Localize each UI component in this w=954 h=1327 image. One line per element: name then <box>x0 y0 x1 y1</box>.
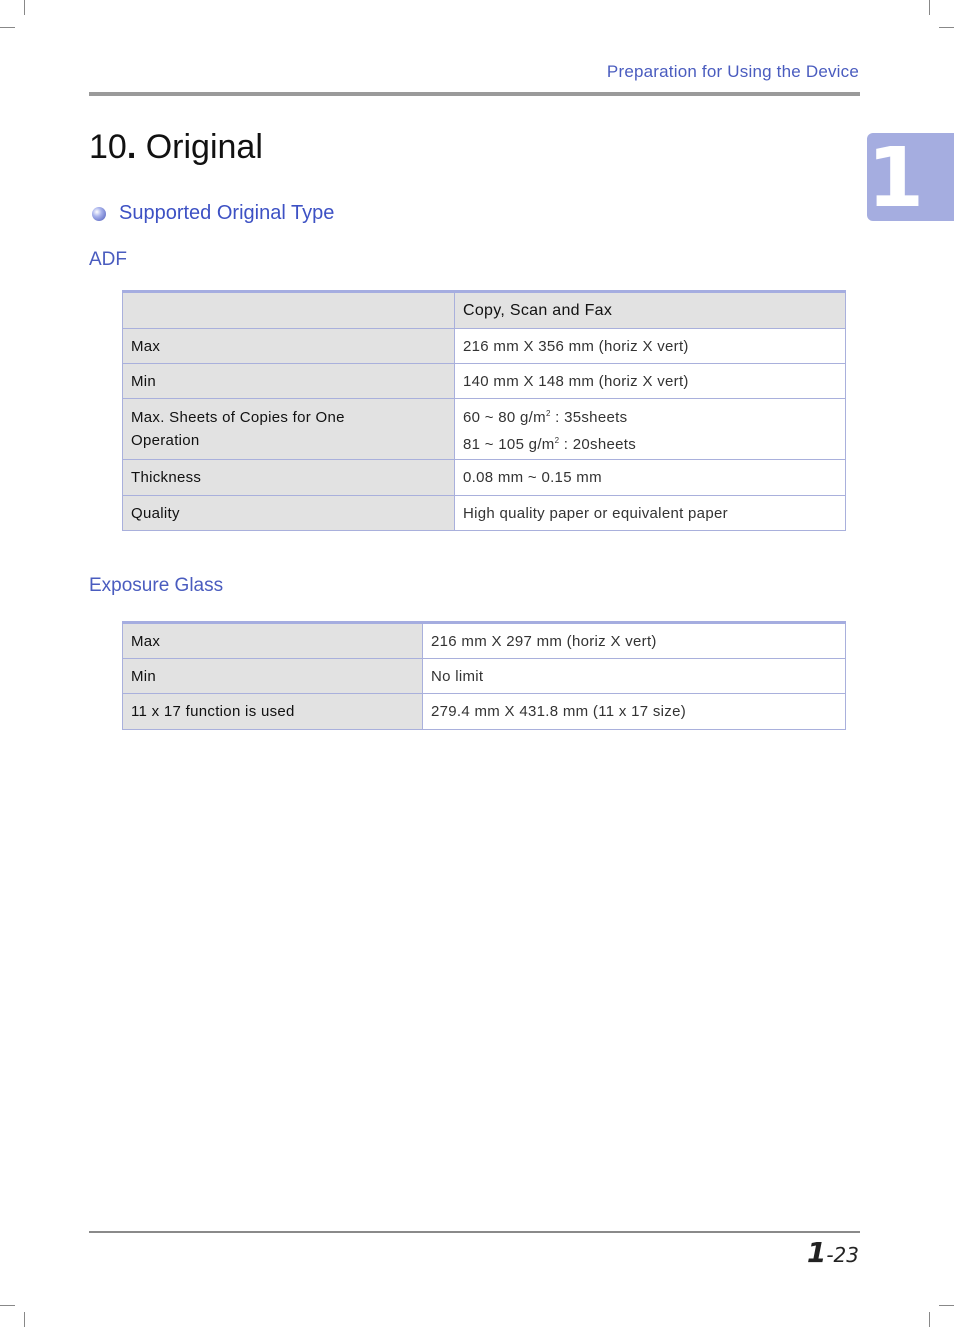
row-value: 216 mm X 356 mm (horiz X vert) <box>455 329 846 364</box>
row-label: Max. Sheets of Copies for One Operation <box>123 399 455 460</box>
row-value: No limit <box>423 659 846 694</box>
chapter-tab <box>867 131 954 226</box>
table-row <box>123 659 846 694</box>
value-text: : 35sheets <box>550 409 628 426</box>
bullet-icon <box>92 207 106 221</box>
row-value: High quality paper or equivalent paper <box>455 496 846 531</box>
row-label: Min <box>123 364 455 399</box>
table-header-empty <box>123 292 455 329</box>
value-text: : 20sheets <box>559 436 637 453</box>
section-heading <box>92 202 334 225</box>
row-label: Max <box>123 329 455 364</box>
value-line <box>463 429 837 456</box>
table-row <box>123 623 846 659</box>
crop-mark <box>929 0 930 15</box>
running-header: Preparation for Using the Device <box>606 62 859 81</box>
crop-mark <box>939 1305 954 1306</box>
table-row <box>123 364 846 399</box>
chapter-tab-number: 1 <box>867 131 925 226</box>
row-value: 279.4 mm X 431.8 mm (11 x 17 size) <box>423 694 846 730</box>
table-row <box>123 460 846 496</box>
row-label: Max <box>123 623 423 659</box>
row-label: Thickness <box>123 460 455 496</box>
footer-rule <box>89 1231 860 1233</box>
adf-table <box>122 290 846 531</box>
row-value: 140 mm X 148 mm (horiz X vert) <box>455 364 846 399</box>
table-header-cell: Copy, Scan and Fax <box>455 292 846 329</box>
section-heading-text: Supported Original Type <box>119 202 335 224</box>
header-rule <box>89 92 860 96</box>
superscript: 2 <box>554 436 560 445</box>
row-label: Quality <box>123 496 455 531</box>
title-number: 10 <box>89 128 127 166</box>
crop-mark <box>939 27 954 28</box>
crop-mark <box>0 1305 15 1306</box>
exposure-glass-table <box>122 621 846 730</box>
crop-mark <box>0 27 15 28</box>
row-value: 0.08 mm ~ 0.15 mm <box>455 460 846 496</box>
row-label: 11 x 17 function is used <box>123 694 423 730</box>
value-text: 81 ~ 105 g/m <box>463 436 555 453</box>
value-text: 60 ~ 80 g/m <box>463 409 546 426</box>
table-row <box>123 399 846 460</box>
row-value: 216 mm X 297 mm (horiz X vert) <box>423 623 846 659</box>
page-title <box>89 128 263 167</box>
page-number-minor: -23 <box>826 1243 859 1267</box>
title-text: Original <box>145 128 263 166</box>
table-row <box>123 496 846 531</box>
table-row <box>123 329 846 364</box>
title-dot: . <box>126 128 137 166</box>
value-line <box>463 402 837 429</box>
crop-mark <box>24 1312 25 1327</box>
crop-mark <box>929 1312 930 1327</box>
exposure-glass-heading: Exposure Glass <box>89 575 224 596</box>
page-number-major: 1 <box>806 1236 827 1269</box>
crop-mark <box>24 0 25 15</box>
row-label: Min <box>123 659 423 694</box>
table-header-row <box>123 292 846 329</box>
row-value <box>455 399 846 460</box>
adf-heading: ADF <box>89 249 127 270</box>
table-row <box>123 694 846 730</box>
superscript: 2 <box>545 409 551 418</box>
page-number <box>807 1236 859 1269</box>
